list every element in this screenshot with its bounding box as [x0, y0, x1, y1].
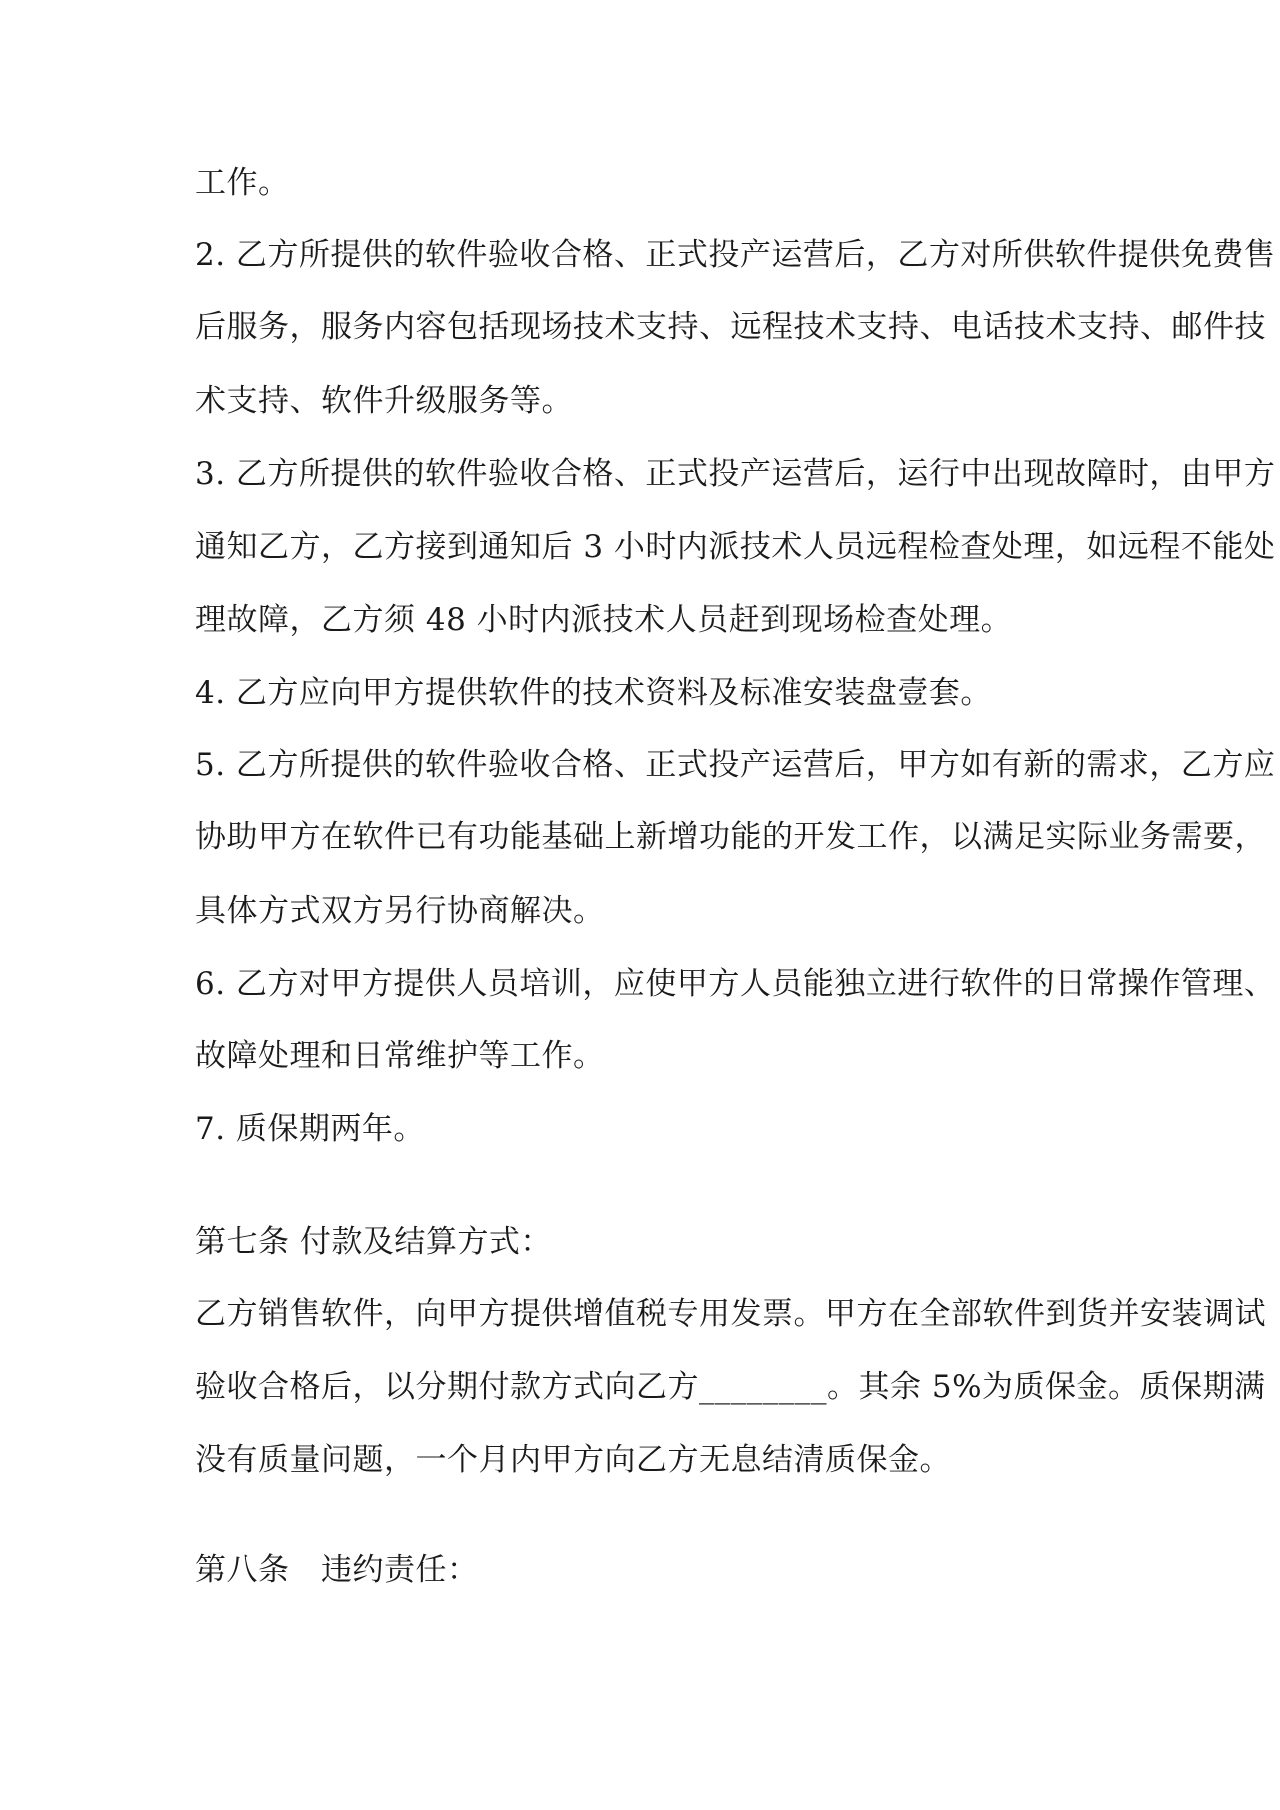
clause-7-line: 7. 质保期两年。	[195, 1111, 425, 1147]
clause-5-line: 协助甲方在软件已有功能基础上新增功能的开发工作，以满足实际业务需要，	[195, 819, 1266, 855]
clause-6-line: 6. 乙方对甲方提供人员培训，应使甲方人员能独立进行软件的日常操作管理、	[195, 966, 1276, 1002]
clause-6-line: 故障处理和日常维护等工作。	[195, 1038, 605, 1074]
article-8-heading: 第八条 违约责任：	[195, 1552, 479, 1588]
clause-3-line: 3. 乙方所提供的软件验收合格、正式投产运营后，运行中出现故障时，由甲方	[195, 456, 1276, 492]
article-7-heading: 第七条 付款及结算方式：	[195, 1224, 552, 1260]
clause-2-line: 后服务，服务内容包括现场技术支持、远程技术支持、电话技术支持、邮件技	[195, 309, 1266, 345]
article-7-body-line: 没有质量问题，一个月内甲方向乙方无息结清质保金。	[195, 1442, 951, 1478]
clause-5-line: 具体方式双方另行协商解决。	[195, 893, 605, 929]
article-7-body-line: 验收合格后，以分期付款方式向乙方________。其余 5%为质保金。质保期满	[195, 1369, 1266, 1405]
clause-2-line: 术支持、软件升级服务等。	[195, 383, 573, 419]
clause-5-line: 5. 乙方所提供的软件验收合格、正式投产运营后，甲方如有新的需求，乙方应	[195, 747, 1276, 783]
paragraph-line: 工作。	[195, 165, 290, 201]
article-7-body-line: 乙方销售软件，向甲方提供增值税专用发票。甲方在全部软件到货并安装调试	[195, 1296, 1266, 1332]
clause-3-line: 通知乙方，乙方接到通知后 3 小时内派技术人员远程检查处理，如远程不能处	[195, 529, 1276, 565]
clause-3-line: 理故障，乙方须 48 小时内派技术人员赶到现场检查处理。	[195, 602, 1013, 638]
clause-4-line: 4. 乙方应向甲方提供软件的技术资料及标准安装盘壹套。	[195, 675, 992, 711]
clause-2-line: 2. 乙方所提供的软件验收合格、正式投产运营后，乙方对所供软件提供免费售	[195, 237, 1276, 273]
